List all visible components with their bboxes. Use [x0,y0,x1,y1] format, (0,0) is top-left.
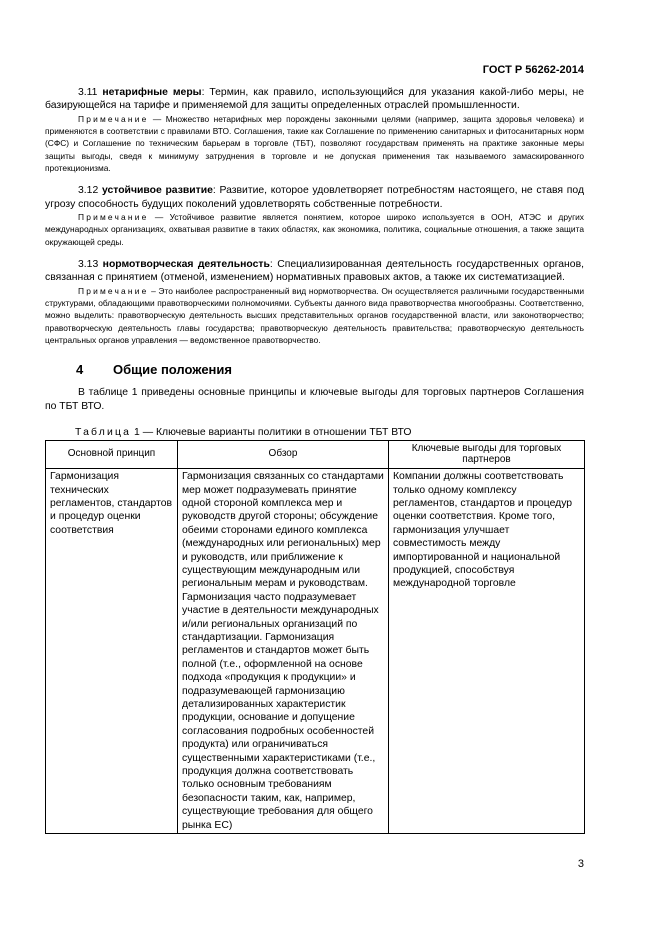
document-code: ГОСТ Р 56262-2014 [482,64,584,76]
term-number: 3.11 [78,87,98,98]
column-header: Обзор [178,441,389,469]
term-name: нормотворческая деятельность [102,259,270,270]
term-number: 3.13 [78,259,99,270]
term-3-12 [45,184,584,211]
section-heading [45,358,584,380]
principle-cell: Гармонизация технических регламентов, стандартов и процедур оценки соответствия [46,469,178,834]
section-title: Общие положения [113,361,232,377]
note-label: Примечание [78,212,149,223]
policy-table [45,440,585,834]
note-3-13 [45,285,584,346]
note-text: – Это наиболее распространенный вид нормотворчества. Он осуществляется различными государственными структурами, обладающими правотворческими полномочиями. Субъекты данного вида правотворчества многообразны. Соответственно, можно выделить: правотворческую деятельность высших представительных органов государственной власти, или законотворчество; правотворческую деятельность главы государства; правотворческую деятельность правительства; правотворческую деятельность центральных органов управления — ведомственное правотворчество. [45,285,584,345]
overview-cell: Гармонизация связанных со стандартами мер может подразумевать принятие одной стороной комплекса мер и руководств другой стороны; обсуждение обеими сторонами единого комплекса (международных или региональных) мер и руководств, или приближение к существующим международным или региональным мерам и руководствам. Гармонизация часто подразумевает участие в деятельности международных и/или региональных организаций по стандартизации. Гармонизация регламентов и стандартов может быть полной (т.е., оформленной на основе подхода «продукция к продукции» и подразумевающей гармонизацию детализированных характеристик продукции, основание и допущение согласования подробных особенностей продукта) или ограничиваться существенными характеристиками (т.е., продукция должна соответствовать только основным требованиям безопасности таким, как, например, существующие требования для общего рынка ЕС) [178,469,389,834]
term-3-11 [45,86,584,113]
term-name: нетарифные меры [102,87,202,98]
term-number: 3.12 [78,185,99,197]
benefits-cell: Компании должны соответствовать только одному комплексу регламентов, стандартов и процедур оценки соответствия. Кроме того, гармонизация улучшает совместимость между импортированной и национальной продукцией, способствуя международной торговле [389,469,585,834]
note-text: — Устойчивое развитие является понятием, которое широко используется в ООН, АТЭС и других международных организациях, охватывая развитие в таких областях, как экономика, политика, социальные отношения, а также защита окружающей среды. [45,212,584,247]
note-3-12 [45,211,584,248]
column-header: Основной принцип [46,441,178,469]
section-intro: В таблице 1 приведены основные принципы и ключевые выгоды для торговых партнеров Соглашения по ТБТ ВТО. [45,387,584,412]
table-row [46,469,585,834]
section-number: 4 [76,361,84,377]
term-name: устойчивое развитие [101,185,213,197]
caption-label: Таблица [75,427,132,439]
term-definition: : Развитие, которое удовлетворяет потребностям настоящего, не ставя под угрозу способность будущих поколений удовлетворять собственные потребности. [45,185,585,210]
term-definition: : Специализированная деятельность государственных органов, связанная с принятием (отменой, изменением) нормативных правовых актов, а также их систематизацией. [45,259,584,284]
column-header: Ключевые выгоды для торговых партнеров [389,441,585,469]
note-label: Примечание [78,113,149,124]
table-caption [75,427,584,438]
note-3-11 [45,113,584,174]
table-header-row [46,441,585,469]
term-definition: : Термин, как правило, использующийся для указания какой-либо меры, не базирующейся на тарифе и применяемой для защиты определенных отраслей промышленности. [45,87,584,112]
note-text: — Множество нетарифных мер порождены законными целями (например, защита здоровья человека) и применяются в соответствии с правилами ВТО. Соглашения, такие как Соглашение по применению санитарных и фитосанитарных норм (СФС) и Соглашение по техническим барьерам в торговле (ТБТ), позволяют государствам применять на практике законные меры защиты выгоды, сведя к минимуму затруднения в торговле и не допуская применения так называемого замаскированного протекционизма. [45,113,584,173]
page-content [45,86,584,834]
note-label: Примечание [78,285,149,296]
caption-text: 1 — Ключевые варианты политики в отношении ТБТ ВТО [131,427,412,439]
page-number: 3 [577,858,584,870]
term-3-13 [45,258,584,285]
